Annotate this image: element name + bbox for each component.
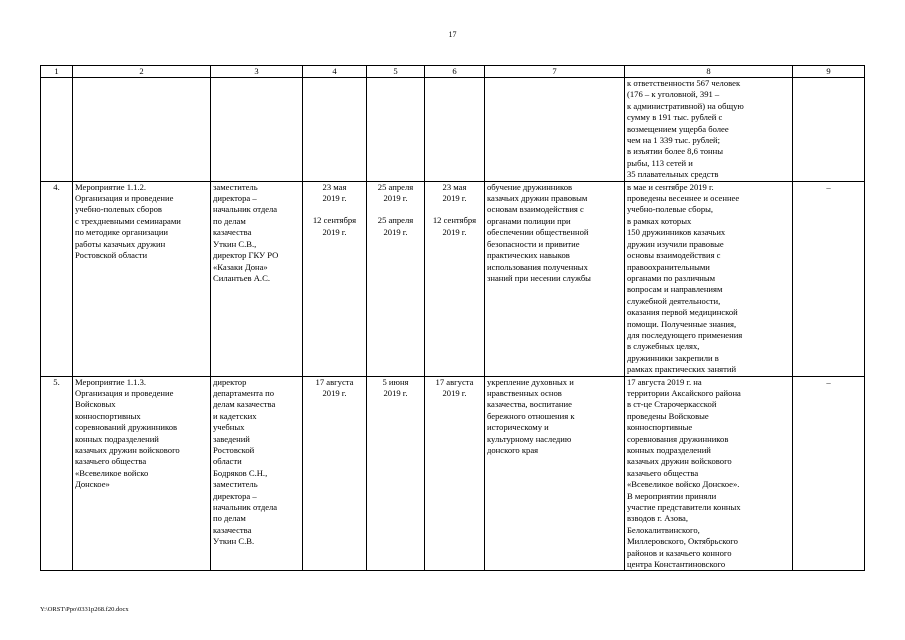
text-line: рыбы, 113 сетей и [627, 157, 693, 168]
column-number: 9 [793, 66, 865, 78]
text-line: 2019 г. [383, 193, 408, 204]
text-line: 2019 г. [383, 226, 408, 237]
text-line: Донское» [75, 479, 110, 490]
text-line: директора – [213, 193, 257, 204]
text-line: соревнований дружинников [75, 422, 178, 433]
text-line: правоохранительными [627, 261, 710, 272]
text-line: дружин изучили правовые [627, 238, 724, 249]
column-number: 5 [367, 66, 425, 78]
text-line: казачьего общества [75, 456, 147, 467]
text-line: казачьих дружин войскового [627, 456, 732, 467]
responsible-cell [211, 181, 303, 376]
text-line: в служебных целях, [627, 341, 700, 352]
text-line: директор [213, 376, 247, 387]
text-line: для последующего применения [627, 329, 743, 340]
expected-result-cell [485, 181, 625, 376]
text-line: по методике организации [75, 227, 169, 238]
text-line: Мероприятие 1.1.3. [75, 376, 147, 387]
text-line: области [213, 456, 242, 467]
text-line: обучение дружинников [487, 181, 573, 192]
text-line: заместитель [213, 181, 258, 192]
text-line: к административной) на общую [627, 100, 744, 111]
text-line: Миллеровского, Октябрьского [627, 536, 738, 547]
actual-start-date [367, 376, 425, 571]
text-line: 150 дружинников казачьих [627, 227, 726, 238]
text-line [369, 204, 422, 215]
text-line: знаний при несении службы [487, 272, 591, 283]
text-line: Войсковых [75, 399, 116, 410]
column-number-row [41, 66, 865, 78]
planned-end-date [425, 78, 485, 182]
text-line: районов и казачьего конного [627, 547, 732, 558]
planned-start-date [303, 181, 367, 376]
text-line: по делам [213, 513, 246, 524]
page-number: 17 [448, 30, 457, 39]
actual-result-cell [625, 181, 793, 376]
text-line: 25 апреля [377, 181, 414, 192]
text-line: органами полиции при [487, 215, 571, 226]
text-line: 23 мая [442, 181, 467, 192]
planned-start-date [303, 376, 367, 571]
text-line [305, 204, 364, 215]
text-line: начальник отдела [213, 204, 278, 215]
text-line: Организация и проведение [75, 387, 174, 398]
text-line: конных подразделений [627, 445, 711, 455]
text-line: участие представители конных [627, 502, 741, 513]
text-line: основы взаимодействия с [627, 250, 721, 261]
text-line: по делам [213, 215, 246, 226]
column-number: 4 [303, 66, 367, 78]
text-line: В мероприятии приняли [627, 490, 717, 501]
text-line: нравственных основ [487, 387, 562, 398]
column-number: 2 [73, 66, 211, 78]
text-line: вопросам и направлениям [627, 284, 723, 295]
text-line: Силантьев А.С. [213, 272, 270, 283]
text-line [427, 204, 482, 215]
row-number [41, 78, 73, 182]
actual-start-date [367, 181, 425, 376]
text-line: взводов г. Азова, [627, 513, 688, 524]
text-line: 25 апреля [377, 215, 414, 226]
text-line: работы казачьих дружин [75, 238, 166, 249]
text-line: центра Константиновского [627, 559, 726, 570]
text-line: учебно-полевые сборы, [627, 204, 714, 215]
text-line: проведены весеннее и осеннее [627, 193, 740, 204]
responsible-cell [211, 78, 303, 182]
text-line: и кадетских [213, 410, 257, 421]
planned-end-date [425, 376, 485, 571]
text-line: Уткин С.В., [213, 238, 257, 249]
event-cell [73, 376, 211, 571]
text-line: учебно-полевых сборов [75, 204, 162, 215]
actual-start-date [367, 78, 425, 182]
text-line: донского края [487, 445, 539, 455]
text-line: Мероприятие 1.1.2. [75, 181, 147, 192]
text-line: «Казаки Дона» [213, 261, 268, 272]
text-line: обеспечении общественной [487, 227, 589, 238]
text-line: Бодряков С.Н., [213, 467, 268, 478]
text-line: рамках практических занятий [627, 364, 737, 375]
text-line: 17 августа 2019 г. на [627, 376, 702, 387]
text-line: безопасности и привитие [487, 238, 580, 249]
text-line: директор ГКУ РО [213, 250, 279, 261]
text-line: 2019 г. [322, 387, 347, 398]
text-line: 2019 г. [442, 387, 467, 398]
actual-result-cell [625, 78, 793, 182]
text-line: дружинники закрепили в [627, 352, 719, 363]
text-line: конноспортивных [75, 410, 141, 421]
text-line: Ростовской [213, 445, 255, 455]
expected-result-cell [485, 78, 625, 182]
text-line: 35 плавательных средств [627, 169, 719, 180]
text-line: 5 июня [382, 376, 409, 387]
text-line: проведены Войсковые [627, 410, 709, 421]
text-line: Организация и проведение [75, 193, 174, 204]
text-line: 2019 г. [322, 193, 347, 204]
report-table [40, 65, 865, 571]
text-line: директора – [213, 490, 257, 501]
text-line: оказания первой медицинской [627, 307, 738, 318]
text-line: чем на 1 339 тыс. рублей; [627, 135, 721, 146]
text-line: 23 мая [322, 181, 347, 192]
text-line: заместитель [213, 479, 258, 490]
planned-start-date [303, 78, 367, 182]
text-line: конных подразделений [75, 433, 159, 444]
text-line: (176 – к уголовной, 391 – [627, 89, 720, 100]
table-body [41, 78, 865, 571]
text-line: «Всевеликое войско Донское». [627, 479, 740, 490]
text-line: бережного отношения к [487, 410, 575, 421]
text-line: «Всевеликое войско [75, 467, 149, 478]
text-line: конноспортивные [627, 422, 693, 433]
text-line: департамента по [213, 387, 275, 398]
column-number: 3 [211, 66, 303, 78]
text-line: служебной деятельности, [627, 295, 721, 306]
planned-end-date [425, 181, 485, 376]
column-number: 6 [425, 66, 485, 78]
text-line: в рамках которых [627, 215, 692, 226]
text-line: помощи. Полученные знания, [627, 318, 737, 329]
column-number: 1 [41, 66, 73, 78]
text-line: органами по различным [627, 272, 716, 283]
text-line: соревнования дружинников [627, 433, 729, 444]
text-line: Уткин С.В. [213, 536, 255, 547]
row-number: 5. [41, 376, 73, 571]
event-cell [73, 181, 211, 376]
text-line: территории Аксайского района [627, 387, 741, 398]
text-line: историческому и [487, 422, 549, 433]
text-line: культурному наследию [487, 433, 572, 444]
text-line: к ответственности 567 человек [627, 78, 741, 88]
table-row [41, 376, 865, 571]
text-line: практических навыков [487, 250, 570, 261]
text-line: в изъятии более 8,6 тонны [627, 146, 723, 157]
text-line: возмещением ущерба более [627, 123, 729, 134]
text-line: казачества, воспитание [487, 399, 572, 410]
note-cell: – [793, 181, 865, 376]
text-line: сумму в 191 тыс. рублей с [627, 112, 723, 123]
text-line: казачьих дружин войскового [75, 445, 180, 455]
text-line: казачества [213, 524, 252, 535]
text-line: 2019 г. [322, 226, 347, 237]
text-line: 12 сентября [432, 215, 477, 226]
note-cell: – [793, 376, 865, 571]
text-line: в мае и сентябре 2019 г. [627, 181, 714, 192]
table-row [41, 181, 865, 376]
text-line: Ростовской области [75, 250, 148, 261]
text-line: 17 августа [315, 376, 354, 387]
text-line: заведений [213, 433, 250, 444]
text-line: с трехдневными семинарами [75, 215, 181, 226]
text-line: учебных [213, 422, 245, 433]
text-line: Белокалитвинского, [627, 524, 700, 535]
actual-result-cell [625, 376, 793, 571]
text-line: казачьих дружин правовым [487, 193, 588, 204]
text-line: 12 сентября [312, 215, 357, 226]
text-line: в ст-це Старочеркасской [627, 399, 717, 410]
file-path-footer: Y:\ORST\Ppo\0331p268.f20.docx [40, 606, 129, 613]
text-line: 2019 г. [383, 387, 408, 398]
text-line: 2019 г. [442, 193, 467, 204]
text-line: 17 августа [435, 376, 474, 387]
responsible-cell [211, 376, 303, 571]
text-line: казачьего общества [627, 467, 699, 478]
row-number: 4. [41, 181, 73, 376]
text-line: использования полученных [487, 261, 588, 272]
column-number: 8 [625, 66, 793, 78]
text-line: 2019 г. [442, 226, 467, 237]
event-cell [73, 78, 211, 182]
text-line: начальник отдела [213, 502, 278, 513]
text-line: делам казачества [213, 399, 276, 410]
table-row [41, 78, 865, 182]
text-line: казачества [213, 227, 252, 238]
text-line: основам взаимодействия с [487, 204, 584, 215]
expected-result-cell [485, 376, 625, 571]
note-cell [793, 78, 865, 182]
text-line: укрепление духовных и [487, 376, 574, 387]
column-number: 7 [485, 66, 625, 78]
